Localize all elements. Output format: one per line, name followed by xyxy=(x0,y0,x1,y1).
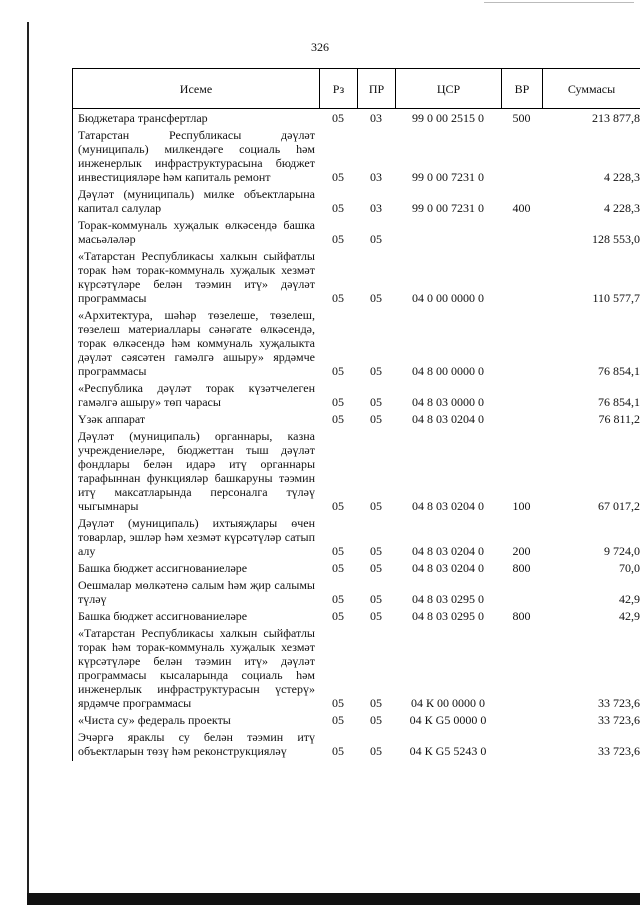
row-csr: 04 8 03 0204 0 xyxy=(412,544,484,558)
row-csr: 99 0 00 7231 0 xyxy=(412,170,484,184)
row-sum: 4 228,3 xyxy=(604,201,640,215)
row-rz: 05 xyxy=(332,744,344,758)
header-vr: ВР xyxy=(501,69,542,108)
row-csr: 04 8 03 0204 0 xyxy=(412,561,484,575)
row-sum: 33 723,6 xyxy=(598,713,640,727)
row-csr: 99 0 00 2515 0 xyxy=(412,111,484,125)
row-sum: 4 228,3 xyxy=(604,170,640,184)
row-name: «Татарстан Республикасы халкын сыйфатлы торак һәм торак-коммуналь хуҗалык хезмәт күрсәтүләре белән тәэмин итү» дәүләт программасы xyxy=(78,249,315,305)
row-rz: 05 xyxy=(332,170,344,184)
row-rz: 05 xyxy=(332,499,344,513)
row-name: Эчәргә яраклы су белән тәэмин итү объектларын төзү һәм реконструкцияләү xyxy=(78,730,315,758)
row-name: Үзәк аппарат xyxy=(78,412,146,426)
table-header xyxy=(72,68,640,109)
table-row xyxy=(72,381,640,409)
row-rz: 05 xyxy=(332,111,344,125)
row-rz: 05 xyxy=(332,609,344,623)
row-pr: 05 xyxy=(370,364,382,378)
row-csr: 04 8 00 0000 0 xyxy=(412,364,484,378)
row-vr: 800 xyxy=(512,561,531,575)
row-vr: 500 xyxy=(512,111,531,125)
table-row xyxy=(72,187,640,215)
row-name: Башка бюджет ассигнованиеләре xyxy=(78,609,248,623)
row-sum: 42,9 xyxy=(619,609,640,623)
row-rz: 05 xyxy=(332,395,344,409)
row-sum: 33 723,6 xyxy=(598,744,640,758)
row-name: «Республика дәүләт торак күзәтчелеген гамәлгә ашыру» төп чарасы xyxy=(78,381,315,409)
row-csr: 04 8 03 0204 0 xyxy=(412,412,484,426)
row-name: «Архитектура, шәһәр төзелеше, төзелеш, төзелеш материаллары сәнәгате өлкәсендә, торак өлкәсендә һәм коммуналь хуҗалыкта дәүләт сәясәтен гамәлгә ашыру» ярдәмче программасы xyxy=(78,308,315,378)
row-pr: 05 xyxy=(370,696,382,710)
scan-mark xyxy=(484,2,634,3)
row-name: Оешмалар мөлкәтенә салым һәм җир салымы түләү xyxy=(78,578,315,606)
page-number: 326 xyxy=(311,40,329,54)
row-csr: 04 8 03 0204 0 xyxy=(412,499,484,513)
row-csr: 04 8 03 0295 0 xyxy=(412,609,484,623)
table-row xyxy=(72,609,640,623)
row-csr: 04 К 00 0000 0 xyxy=(410,696,485,710)
table-row xyxy=(72,412,640,426)
budget-table xyxy=(72,68,640,761)
scan-left-border xyxy=(27,22,29,894)
table-row xyxy=(72,249,640,305)
row-rz: 05 xyxy=(332,696,344,710)
row-pr: 05 xyxy=(370,395,382,409)
table-row xyxy=(72,128,640,184)
row-name: Бюджетара трансфертлар xyxy=(78,111,208,125)
row-rz: 05 xyxy=(332,412,344,426)
row-rz: 05 xyxy=(332,544,344,558)
table-row xyxy=(72,561,640,575)
row-pr: 05 xyxy=(370,713,382,727)
row-vr: 100 xyxy=(512,499,531,513)
header-pr: ПР xyxy=(357,69,395,108)
row-name: «Чиста су» федераль проекты xyxy=(78,713,231,727)
table-row xyxy=(72,626,640,710)
table-row xyxy=(72,713,640,727)
header-rz: Рз xyxy=(319,69,357,108)
row-pr: 05 xyxy=(370,561,382,575)
row-sum: 110 577,7 xyxy=(592,291,640,305)
row-name: «Татарстан Республикасы халкын сыйфатлы торак һәм торак-коммуналь хуҗалык хезмәт күрсәтүләре белән тәэмин итү» дәүләт программасы кысаларында социаль һәм инженерлык инфраструктурасын үстерү» ярдәмче программасы xyxy=(78,626,315,710)
row-name: Торак-коммуналь хуҗалык өлкәсендә башка масьәләләр xyxy=(78,218,315,246)
row-name: Башка бюджет ассигнованиеләре xyxy=(78,561,248,575)
row-csr: 04 8 03 0000 0 xyxy=(412,395,484,409)
table-row xyxy=(72,516,640,558)
table-row xyxy=(72,308,640,378)
row-vr: 200 xyxy=(512,544,531,558)
row-sum: 76 854,1 xyxy=(598,395,640,409)
row-pr: 03 xyxy=(370,170,382,184)
row-pr: 05 xyxy=(370,544,382,558)
row-rz: 05 xyxy=(332,713,344,727)
row-pr: 05 xyxy=(370,744,382,758)
row-pr: 05 xyxy=(370,499,382,513)
row-csr: 04 0 00 0000 0 xyxy=(412,291,484,305)
row-rz: 05 xyxy=(332,291,344,305)
row-name: Дәүләт (муниципаль) милке объектларына капитал салулар xyxy=(78,187,315,215)
row-rz: 05 xyxy=(332,232,344,246)
row-name: Дәүләт (муниципаль) ихтыяҗлары өчен товарлар, эшләр һәм хезмәт күрсәтүләр сатып алу xyxy=(78,516,315,558)
row-pr: 05 xyxy=(370,609,382,623)
row-csr: 04 К G5 5243 0 xyxy=(409,744,487,758)
row-sum: 9 724,0 xyxy=(604,544,640,558)
table-row xyxy=(72,429,640,513)
row-vr: 800 xyxy=(512,609,531,623)
table-row xyxy=(72,578,640,606)
row-csr: 99 0 00 7231 0 xyxy=(412,201,484,215)
table-left-rule xyxy=(72,107,73,761)
row-rz: 05 xyxy=(332,201,344,215)
scan-top-edge xyxy=(0,0,640,8)
row-sum: 33 723,6 xyxy=(598,696,640,710)
row-name: Татарстан Республикасы дәүләт (муниципаль) милкендәге социаль һәм инженерлык инфраструктурасына бюджет инвестицияләре һәм капиталь ремонт xyxy=(78,128,315,184)
row-csr: 04 К G5 0000 0 xyxy=(409,713,487,727)
header-sum: Суммасы xyxy=(542,69,640,108)
header-name: Исеме xyxy=(72,69,319,108)
scan-bottom-border xyxy=(27,893,640,905)
row-pr: 05 xyxy=(370,592,382,606)
row-csr: 04 8 03 0295 0 xyxy=(412,592,484,606)
table-row xyxy=(72,218,640,246)
row-sum: 67 017,2 xyxy=(598,499,640,513)
row-sum: 76 811,2 xyxy=(598,412,640,426)
row-sum: 42,9 xyxy=(619,592,640,606)
row-pr: 05 xyxy=(370,291,382,305)
row-pr: 03 xyxy=(370,201,382,215)
row-vr: 400 xyxy=(512,201,531,215)
header-csr: ЦСР xyxy=(395,69,501,108)
row-pr: 05 xyxy=(370,412,382,426)
table-row xyxy=(72,111,640,125)
row-sum: 213 877,8 xyxy=(592,111,640,125)
row-pr: 05 xyxy=(370,232,382,246)
row-name: Дәүләт (муниципаль) органнары, казна учреждениеләре, бюджеттан тыш дәүләт фондлары белән идарә итү органнары тарафыннан функцияләр башкаруны тәэмин итү максатларында персоналга түләү чыгымнары xyxy=(78,429,315,513)
table-body xyxy=(72,109,640,758)
row-rz: 05 xyxy=(332,364,344,378)
row-rz: 05 xyxy=(332,592,344,606)
row-rz: 05 xyxy=(332,561,344,575)
table-row xyxy=(72,730,640,758)
row-sum: 128 553,0 xyxy=(592,232,640,246)
row-sum: 76 854,1 xyxy=(598,364,640,378)
row-sum: 70,0 xyxy=(619,561,640,575)
row-pr: 03 xyxy=(370,111,382,125)
